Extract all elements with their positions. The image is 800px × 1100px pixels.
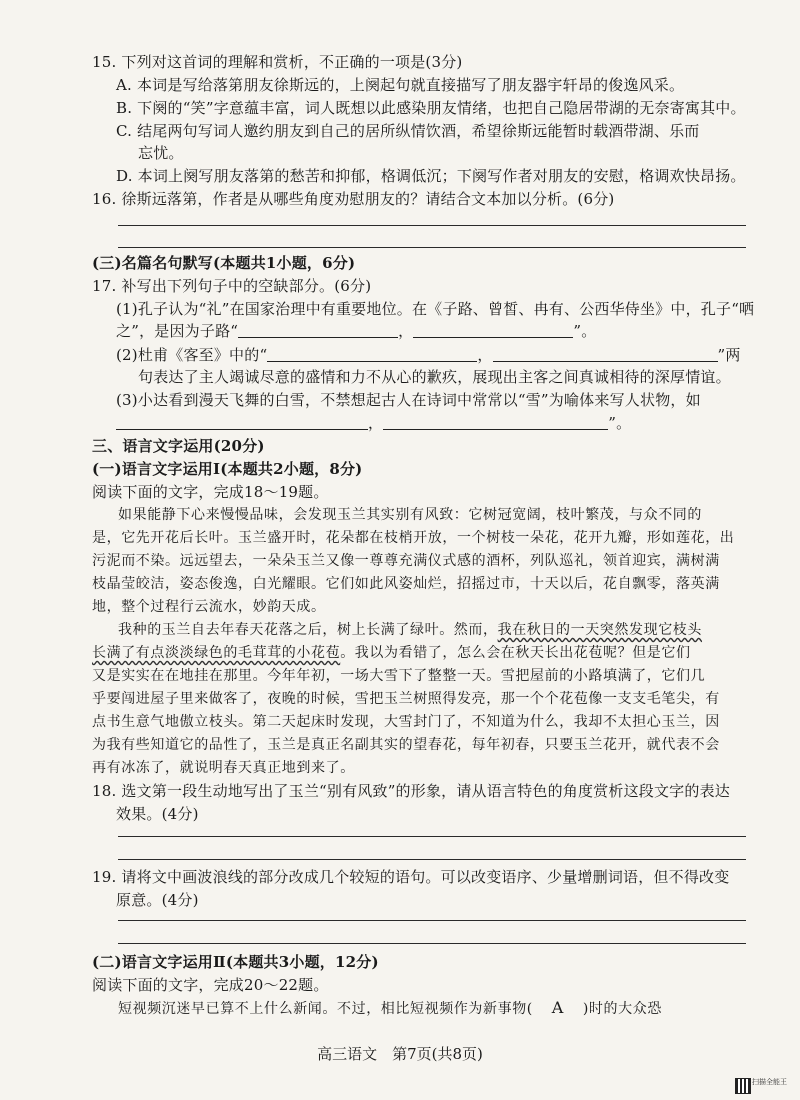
q18-line1: 18. 选文第一段生动地写出了玉兰“别有风致”的形象，请从语言特色的角度赏析这段文字的表达 [92, 782, 730, 800]
passage-line: 污泥而不染。远远望去，一朵朵玉兰又像一尊尊充满仪式感的酒杯，列队巡礼，领首迎宾，满树满 [92, 553, 720, 569]
q15-option-d: D. 本词上阕写朋友落第的愁苦和抑郁，格调低沉；下阕写作者对朋友的安慰，格调欢快昂扬。 [116, 167, 746, 185]
q17-part1-line2 [116, 321, 596, 341]
text: ”。 [573, 322, 597, 340]
q17-part3-line1: (3)小达看到漫天飞舞的白雪，不禁想起古人在诗词中常常以“雪”为喻体来写人状物，如 [116, 391, 701, 409]
fill-blank[interactable] [238, 323, 398, 338]
subsection-heading: (一)语言文字运用Ⅰ(本题共2小题，8分) [92, 460, 363, 478]
q17-part3-line2 [116, 413, 631, 433]
text: ， [477, 346, 493, 364]
qr-code-icon [735, 1078, 751, 1094]
section-heading: (三)名篇名句默写(本题共1小题，6分) [92, 254, 356, 272]
q15-option-b: B. 下阕的“笑”字意蕴丰富，词人既想以此感染朋友情绪，也把自己隐居带湖的无奈寄寓其中。 [116, 99, 746, 117]
passage-line [92, 643, 691, 663]
q15-option-c-cont: 忘忧。 [138, 144, 184, 162]
text: ， [368, 414, 384, 432]
q15-option-a: A. 本词是写给落第朋友徐斯远的，上阕起句就直接描写了朋友器宇轩昂的俊逸风采。 [116, 76, 685, 94]
text: ”两 [717, 346, 741, 364]
q19-line2: 原意。(4分) [116, 891, 199, 909]
fill-blank[interactable] [383, 415, 608, 430]
passage-line: 点书生意气地傲立枝头。第二天起床时发现，大雪封门了，不知道为什么，我却不太担心玉兰，因 [92, 714, 720, 730]
passage-line: 乎要闯进屋子里来做客了，夜晚的时候，雪把玉兰树照得发亮，那一个个花苞像一支支毛笔尖，有 [92, 691, 720, 707]
q17-stem: 17. 补写出下列句子中的空缺部分。(6分) [92, 277, 372, 295]
answer-line [118, 836, 746, 837]
text: (2)杜甫《客至》中的“ [116, 346, 268, 364]
q19-line1: 19. 请将文中画波浪线的部分改成几个较短的语句。可以改变语序、少量增删词语，但不得改变 [92, 868, 730, 886]
answer-line [118, 225, 746, 226]
text: 之”，是因为子路“ [116, 322, 239, 340]
fill-blank[interactable] [267, 347, 477, 362]
q16-stem: 16. 徐斯远落第，作者是从哪些角度劝慰朋友的？请结合文本加以分析。(6分) [92, 190, 615, 208]
passage-line: 枝晶莹皎洁，姿态俊逸，白光耀眼。它们如此风姿灿烂，招摇过市，十天以后，花自飘零，落英满 [92, 576, 720, 592]
passage-line: 如果能静下心来慢慢品味，会发现玉兰其实别有风致：它树冠宽阔，枝叶繁茂，与众不同的 [118, 507, 702, 523]
text: 我种的玉兰自去年春天花落之后，树上长满了绿叶。然而， [118, 622, 498, 638]
blank-marker: A [551, 998, 564, 1017]
q17-part1-line1: (1)孔子认为“礼”在国家治理中有重要地位。在《子路、曾皙、冉有、公西华侍坐》中，孔子“哂 [116, 300, 755, 318]
part-heading: 三、语言文字运用(20分) [92, 437, 265, 455]
passage-line: 为我有些知道它的品性了，玉兰是真正名副其实的望春花，每年初春，只要玉兰花开，就代表不会 [92, 737, 720, 753]
answer-line [118, 943, 746, 944]
fill-blank[interactable] [116, 415, 368, 430]
text: ”。 [608, 414, 632, 432]
passage2-line [118, 998, 662, 1019]
text: ， [398, 322, 414, 340]
passage-line: 是，它先开花后长叶。玉兰盛开时，花朵都在枝梢开放，一个树枝一朵花，花开九瓣，形如莲花，出 [92, 530, 735, 546]
q17-part2-line2: 句表达了主人竭诚尽意的盛情和力不从心的歉疚，展现出主客之间真诚相待的深厚情谊。 [138, 368, 731, 386]
wavy-underlined-text: 我在秋日的一天突然发现它枝头 [497, 622, 703, 638]
q18-line2: 效果。(4分) [116, 805, 199, 823]
q17-part2-line1 [116, 345, 741, 365]
q15-option-c: C. 结尾两句写词人邀约朋友到自己的居所纵情饮酒，希望徐斯远能暂时载酒带湖、乐而 [116, 122, 700, 140]
wavy-underlined-text: 长满了有点淡淡绿色的毛茸茸的小花苞 [92, 645, 341, 661]
subsection-heading: (二)语言文字运用Ⅱ(本题共3小题，12分) [92, 953, 379, 971]
reading-instruction: 阅读下面的文字，完成18～19题。 [92, 483, 329, 501]
passage-line: 再有冰冻了，就说明春天真正地到来了。 [92, 760, 355, 776]
q15-stem: 15. 下列对这首词的理解和赏析，不正确的一项是(3分) [92, 53, 463, 71]
text: )时的大众恐 [582, 1001, 662, 1017]
text: 。我以为看错了，怎么会在秋天长出花苞呢？但是它们 [340, 645, 691, 661]
reading-instruction: 阅读下面的文字，完成20～22题。 [92, 976, 329, 994]
watermark: 扫描全能王 [752, 1078, 787, 1086]
passage-line: 地，整个过程行云流水，妙韵天成。 [92, 599, 326, 615]
passage-line [118, 620, 702, 640]
page-footer: 高三语文 第7页(共8页) [317, 1045, 483, 1063]
fill-blank[interactable] [413, 323, 573, 338]
answer-line [118, 247, 746, 248]
fill-blank[interactable] [493, 347, 718, 362]
text: 短视频沉迷早已算不上什么新闻。不过，相比短视频作为新事物( [118, 1001, 533, 1017]
passage-line: 又是实实在在地挂在那里。今年年初，一场大雪下了整整一天。雪把屋前的小路填满了，它们几 [92, 668, 706, 684]
answer-line [118, 859, 746, 860]
answer-line [118, 920, 746, 921]
